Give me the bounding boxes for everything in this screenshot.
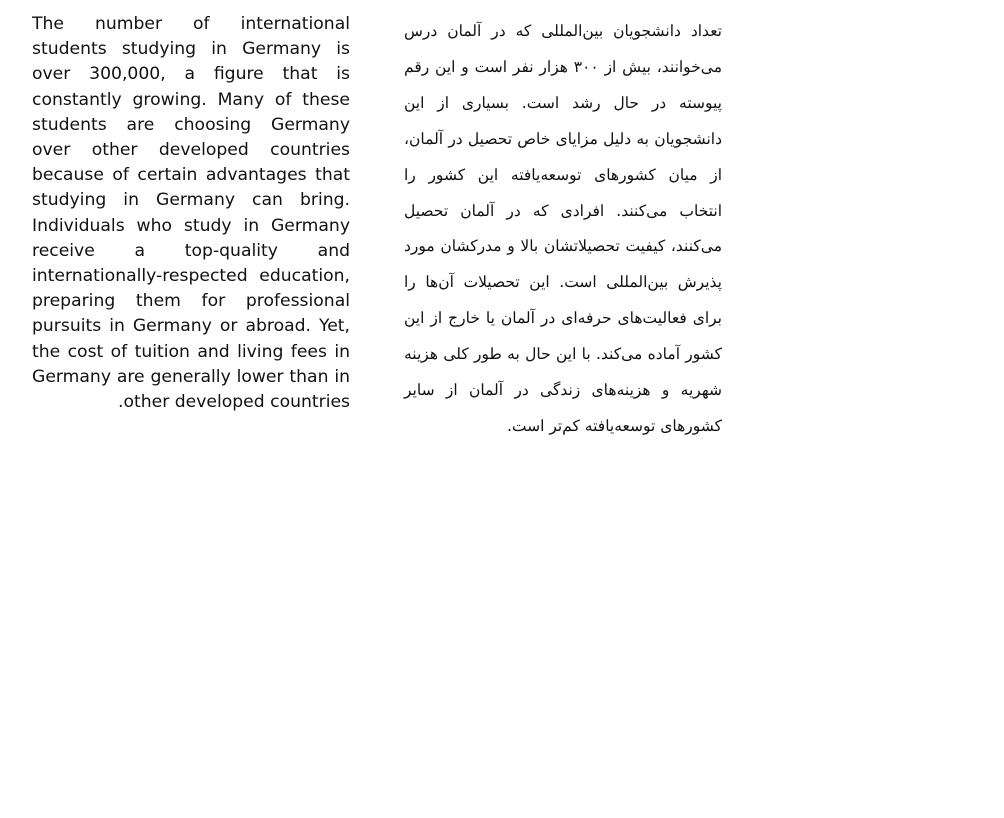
persian-paragraph: تعداد دانشجویان بین‌المللی که در آلمان درس می‌خوانند، بیش از ۳۰۰ هزار نفر است و این رقم پیوسته در حال رشد است. بسیاری از این دانشجویان به دلیل مزایای خاص تحصیل در آلمان، از میان کشورهای توسعه‌یافته این کشور را انتخاب می‌کنند. افرادی که در آلمان تحصیل می‌کنند، کیفیت تحصیلاتشان بالا و مدرکشان مورد پذیرش بین‌المللی است. این تحصیلات آن‌ها را برای فعالیت‌های حرفه‌ای در آلمان یا خارج از این کشور آماده می‌کند. با این حال به طور کلی هزینه شهریه و هزینه‌های زندگی در آلمان از سایر کشورهای توسعه‌یافته کم‌تر است. (404, 22, 722, 435)
english-paragraph: The number of international students studying in Germany is over 300,000, a figure that is constantly growing. Many of these students are choosing Germany over other developed countries because of certain advantages that studying in Germany can bring. Individuals who study in Germany receive a top-quality and internationally-respected education, preparing them for professional pursuits in Germany or abroad. Yet, the cost of tuition and living fees in Germany are generally lower than in other developed countries. (32, 14, 350, 413)
